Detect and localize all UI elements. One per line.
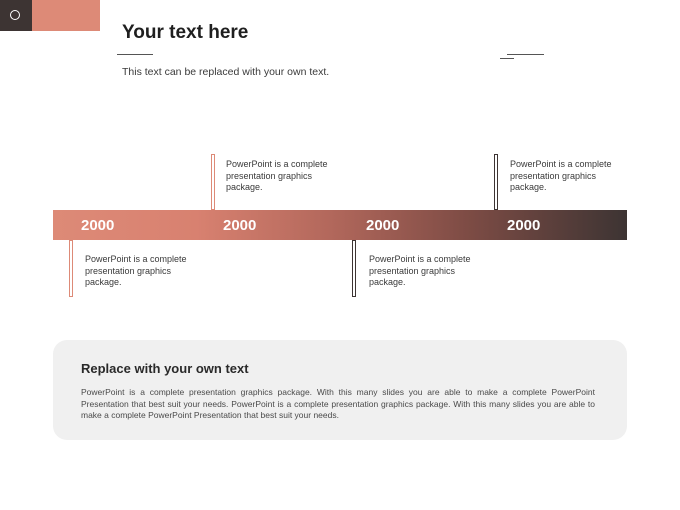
timeline-year-4: 2000 (507, 217, 541, 234)
timeline-note-1: PowerPoint is a complete presentation graphics package. (85, 254, 187, 287)
decorative-rule-short (500, 58, 514, 59)
timeline-stem-3 (352, 240, 356, 297)
title-underline (117, 54, 153, 55)
timeline-stem-2 (211, 154, 215, 210)
timeline-stem-4 (494, 154, 498, 210)
timeline-band (53, 210, 627, 240)
page-title: Your text here (122, 22, 249, 43)
timeline-year-1: 2000 (81, 217, 115, 234)
page-subtitle: This text can be replaced with your own text. (122, 66, 330, 78)
decorative-rule (507, 54, 544, 55)
timeline-year-2: 2000 (223, 217, 257, 234)
panel-body: PowerPoint is a complete presentation graphics package. With this many slides you are able to make a complete PowerPoint Presentation that best suit your needs. PowerPoint is a complete presentation graphics package. With this many slides you are able to make a complete PowerPoint Presentation that best suit your needs. (81, 387, 595, 420)
timeline-year-3: 2000 (366, 217, 400, 234)
timeline-stem-1 (69, 240, 73, 297)
panel-title: Replace with your own text (81, 361, 249, 376)
timeline-note-3: PowerPoint is a complete presentation graphics package. (369, 254, 471, 287)
circle-icon (10, 10, 20, 20)
timeline-note-4: PowerPoint is a complete presentation graphics package. (510, 159, 612, 192)
timeline-note-2: PowerPoint is a complete presentation graphics package. (226, 159, 328, 192)
corner-accent-block (32, 0, 100, 31)
